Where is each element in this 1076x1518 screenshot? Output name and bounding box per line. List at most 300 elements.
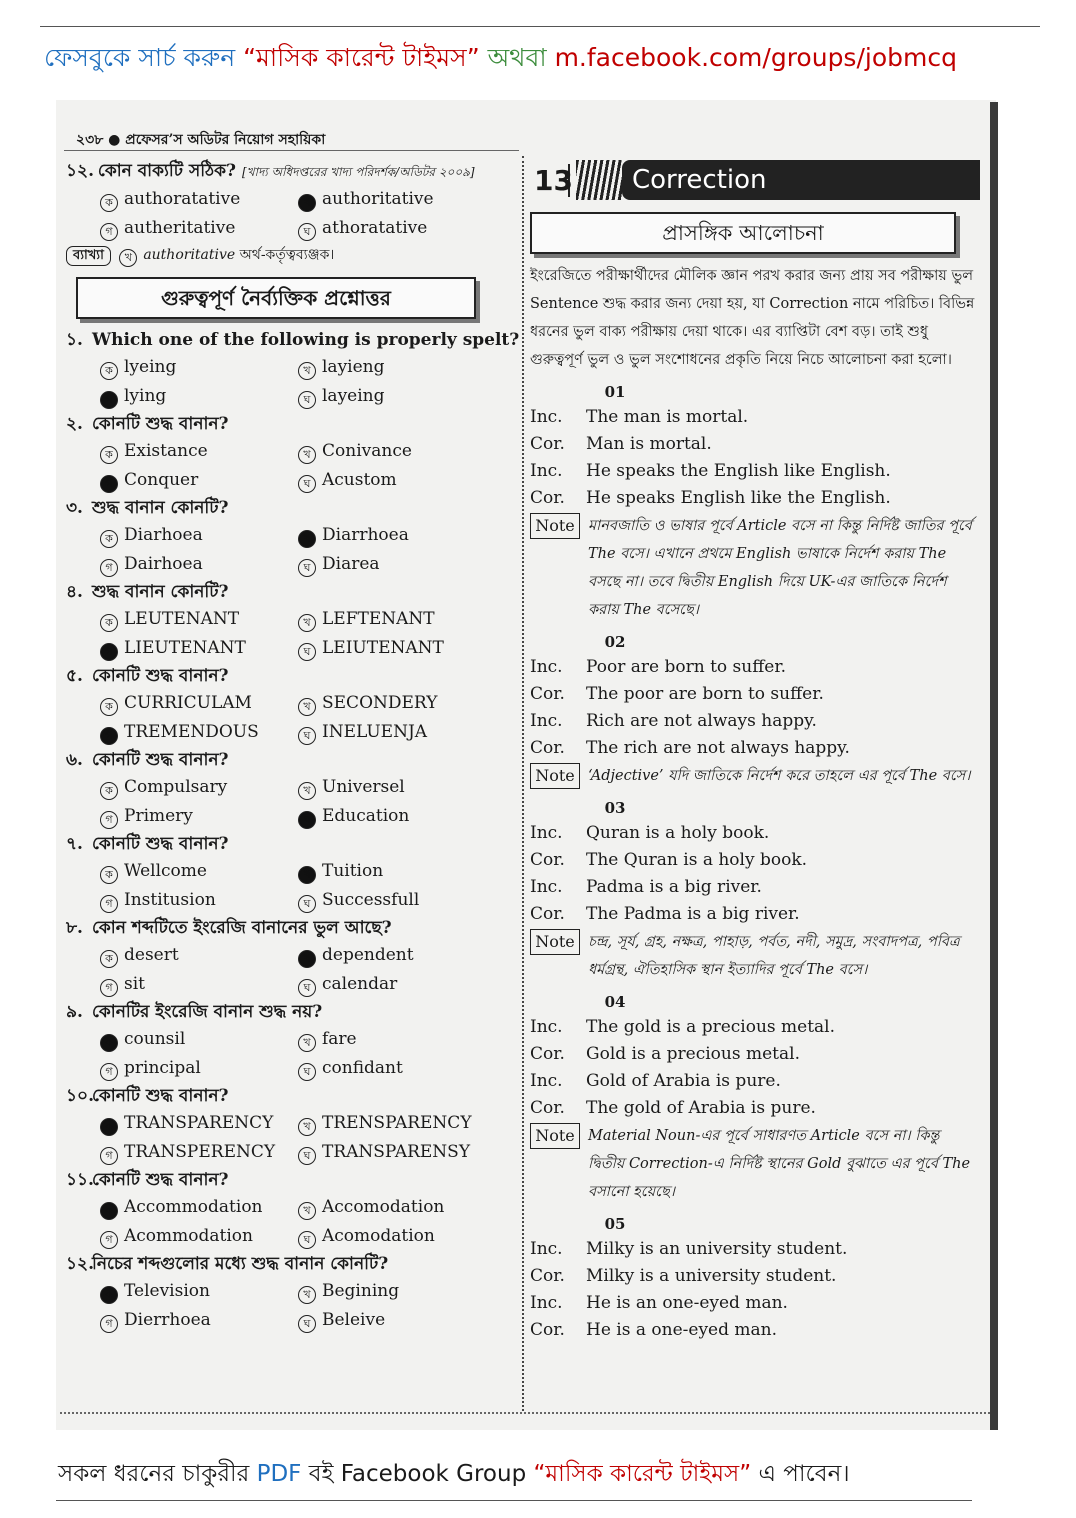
option-text: lyeing [124, 357, 177, 377]
correction-number: 01 [604, 383, 626, 401]
answer-filled-circle: গ [100, 475, 118, 493]
option-text: TRANSPERENCY [124, 1142, 276, 1162]
option-letter-circle: ঘ [298, 979, 316, 997]
answer-filled-circle: ক [100, 1118, 118, 1136]
option-letter-circle: খ [298, 362, 316, 380]
answer-filled-circle: গ [100, 727, 118, 745]
explanation-word: authoritative [143, 247, 236, 263]
correct-sentence: Man is mortal. [586, 434, 712, 454]
option[interactable] [100, 970, 298, 999]
option-text: Diarrhoea [322, 525, 409, 545]
cor-label: Cor. [530, 904, 565, 924]
option-text: Acommodation [124, 1226, 253, 1246]
question-number: ১০. [66, 1086, 95, 1106]
question-line [66, 495, 518, 521]
top-rule [40, 26, 1040, 27]
option[interactable] [298, 382, 498, 411]
option[interactable] [298, 857, 498, 886]
running-head-rule [64, 150, 519, 151]
option[interactable] [298, 605, 498, 634]
option-text: Primery [124, 806, 193, 826]
option-text: layieng [322, 357, 385, 377]
option[interactable] [298, 1222, 498, 1251]
option[interactable] [100, 382, 298, 411]
correct-sentence: The poor are born to suffer. [586, 684, 824, 704]
inc-label: Inc. [530, 877, 563, 897]
question-number: ৫. [66, 666, 83, 686]
incorrect-sentence: Milky is an university student. [586, 1239, 848, 1259]
option-letter-circle: ক [100, 950, 118, 968]
option-text: autheritative [124, 218, 236, 238]
correct-sentence: The Padma is a big river. [586, 904, 800, 924]
option-text: Accomodation [322, 1197, 445, 1217]
option[interactable] [100, 1025, 298, 1054]
option-letter-circle: গ [100, 1147, 118, 1165]
chapter-stripes [576, 160, 622, 200]
correct-row [530, 1095, 980, 1122]
footer-text-3: এ পাবেন। [758, 1461, 850, 1487]
option-letter-circle: খ [298, 698, 316, 716]
footer-group-name: “মাসিক কারেন্ট টাইমস” [533, 1461, 752, 1487]
page-edge-shadow [990, 102, 998, 1430]
option[interactable] [298, 689, 498, 718]
option-letter-circle: খ [298, 1286, 316, 1304]
option[interactable] [298, 437, 498, 466]
question-text: শুদ্ধ বানান কোনটি? [92, 582, 229, 602]
option-text: LIEUTENANT [124, 638, 246, 658]
answer-filled-circle: গ [100, 391, 118, 409]
question-source: [খাদ্য অধিদপ্তরের খাদ্য পরিদর্শক/অডিটর ২০০৯] [241, 165, 475, 179]
option[interactable] [100, 1306, 298, 1335]
cor-label: Cor. [530, 488, 565, 508]
incorrect-sentence: Padma is a big river. [586, 877, 762, 897]
option-letter-circle: গ [100, 1063, 118, 1081]
question-options [100, 521, 518, 579]
question-number: ১২. [66, 161, 95, 181]
explanation-mark: খ [119, 249, 137, 267]
option[interactable] [298, 802, 498, 831]
option-text: dependent [322, 945, 414, 965]
option[interactable] [298, 550, 498, 579]
option-text: Existance [124, 441, 208, 461]
correct-sentence: He speaks English like the English. [586, 488, 891, 508]
option-text: Television [124, 1281, 210, 1301]
option-text: Education [322, 806, 410, 826]
incorrect-row [530, 820, 980, 847]
correction-list [530, 380, 980, 1344]
option-text: fare [322, 1029, 357, 1049]
option-letter-circle: ঘ [298, 1315, 316, 1333]
question-text: Which one of the following is properly spelt? [92, 330, 520, 350]
option[interactable] [100, 634, 298, 663]
option[interactable] [298, 1138, 498, 1167]
inc-label: Inc. [530, 823, 563, 843]
question-number: ৬. [66, 750, 83, 770]
banner-group-name: “মাসিক কারেন্ট টাইমস” [243, 43, 480, 72]
question-line [66, 663, 518, 689]
question-line [66, 579, 518, 605]
option-letter-circle: ঘ [298, 475, 316, 493]
incorrect-row [530, 458, 980, 485]
left-section-title: গুরুত্বপূর্ণ নৈর্ব্যক্তিক প্রশ্নোত্তর [76, 277, 476, 319]
option-text: athoratative [322, 218, 428, 238]
question-options [100, 689, 518, 747]
question-number: ১. [66, 330, 83, 350]
option-letter-circle: ঘ [298, 1147, 316, 1165]
question-text: কোনটি শুদ্ধ বানান? [92, 1170, 229, 1190]
incorrect-sentence: Rich are not always happy. [586, 711, 817, 731]
note-label: Note [530, 929, 580, 955]
option[interactable] [298, 718, 498, 747]
option[interactable] [100, 353, 298, 382]
answer-filled-circle: খ [298, 950, 316, 968]
cor-label: Cor. [530, 738, 565, 758]
option[interactable] [100, 941, 298, 970]
option-letter-circle: খ [298, 1118, 316, 1136]
option-text: authoritative [322, 189, 434, 209]
incorrect-sentence: Quran is a holy book. [586, 823, 770, 843]
option-text: Conquer [124, 470, 199, 490]
option[interactable] [298, 185, 498, 214]
footer-text-1: সকল ধরনের চাকুরীর [58, 1461, 250, 1487]
question-options [100, 1193, 518, 1251]
question-number: ১২. [66, 1254, 95, 1274]
option-text: Acustom [322, 470, 397, 490]
option-letter-circle: ঘ [298, 1063, 316, 1081]
correct-sentence: He is a one-eyed man. [586, 1320, 778, 1340]
option[interactable] [298, 886, 498, 915]
question-text: কোনটি শুদ্ধ বানান? [92, 666, 229, 686]
correct-row [530, 1263, 980, 1290]
option[interactable] [298, 521, 498, 550]
option-letter-circle: খ [298, 614, 316, 632]
question-line [66, 327, 518, 353]
option-text: LEFTENANT [322, 609, 435, 629]
option-text: LEUTENANT [124, 609, 240, 629]
option-letter-circle: খ [298, 1202, 316, 1220]
option-letter-circle: ক [100, 614, 118, 632]
option-text: INELUENJA [322, 722, 428, 742]
note-text: চন্দ্র, সূর্য, গ্রহ, নক্ষত্র, পাহাড়, পর্বত, নদী, সমুদ্র, সংবাদপত্র, পবিত্র ধর্মগ্রন্থ, ঐতিহাসিক স্থান ইত্যাদির পূর্বে The বসে। [588, 934, 960, 978]
option-text: authoratative [124, 189, 241, 209]
option-letter-circle: গ [100, 223, 118, 241]
option[interactable] [100, 1222, 298, 1251]
correct-sentence: The Quran is a holy book. [586, 850, 808, 870]
option[interactable] [100, 437, 298, 466]
explanation [66, 243, 518, 267]
option-text: SECONDERY [322, 693, 438, 713]
answer-filled-circle: খ [298, 194, 316, 212]
option-letter-circle: গ [100, 811, 118, 829]
option-letter-circle: ক [100, 866, 118, 884]
correction-number: 05 [604, 1215, 626, 1233]
note-label: Note [530, 513, 580, 539]
note-label: Note [530, 763, 580, 789]
note-label: Note [530, 1123, 580, 1149]
note-text: Material Noun-এর পূর্বে সাধারণত Article বসে না। কিন্তু দ্বিতীয় Correction-এ নির্দিষ্ট স্থানের Gold বুঝাতে এর পূর্বে The বসানো হয়েছে। [588, 1128, 971, 1200]
note-block [530, 1122, 980, 1206]
option-text: lying [124, 386, 167, 406]
answer-filled-circle: ক [100, 1286, 118, 1304]
cor-label: Cor. [530, 1098, 565, 1118]
incorrect-sentence: He speaks the English like English. [586, 461, 891, 481]
option-letter-circle: ঘ [298, 1231, 316, 1249]
option-text: TRENSPARENCY [322, 1113, 472, 1133]
option-letter-circle: খ [298, 446, 316, 464]
option-letter-circle: ঘ [298, 391, 316, 409]
option-text: TREMENDOUS [124, 722, 259, 742]
question-text: কোনটি শুদ্ধ বানান? [92, 1086, 229, 1106]
option-letter-circle: গ [100, 1315, 118, 1333]
option[interactable] [100, 550, 298, 579]
answer-filled-circle: ঘ [298, 811, 316, 829]
chapter-title: Correction [622, 160, 980, 200]
inc-label: Inc. [530, 461, 563, 481]
correction-number: 02 [604, 633, 626, 651]
option[interactable] [100, 214, 298, 243]
correct-row [530, 847, 980, 874]
question-text: কোন শব্দটিতে ইংরেজি বানানের ভুল আছে? [92, 918, 392, 938]
option[interactable] [100, 886, 298, 915]
option[interactable] [298, 1277, 498, 1306]
option[interactable] [298, 353, 498, 382]
incorrect-row [530, 654, 980, 681]
footer-pdf: PDF [256, 1461, 302, 1487]
answer-filled-circle: খ [298, 530, 316, 548]
option-text: sit [124, 974, 145, 994]
option[interactable] [100, 1138, 298, 1167]
incorrect-row [530, 1014, 980, 1041]
incorrect-sentence: The man is mortal. [586, 407, 749, 427]
option-text: Dierrhoea [124, 1310, 211, 1330]
cor-label: Cor. [530, 1320, 565, 1340]
option-text: layeing [322, 386, 385, 406]
option-letter-circle: খ [298, 1034, 316, 1052]
answer-filled-circle: খ [298, 866, 316, 884]
option[interactable] [298, 970, 498, 999]
correct-row [530, 485, 980, 512]
cor-label: Cor. [530, 850, 565, 870]
answer-filled-circle: গ [100, 643, 118, 661]
option[interactable] [100, 773, 298, 802]
option-letter-circle: গ [100, 895, 118, 913]
option[interactable] [298, 1109, 498, 1138]
option-text: desert [124, 945, 179, 965]
question-text: কোনটি শুদ্ধ বানান? [92, 834, 229, 854]
note-text: ‘Adjective’ যদি জাতিকে নির্দেশ করে তাহলে এর পূর্বে The বসে। [588, 768, 971, 784]
correct-row [530, 735, 980, 762]
question-line [66, 1083, 518, 1109]
correct-row [530, 431, 980, 458]
question-text: কোনটি শুদ্ধ বানান? [92, 750, 229, 770]
chapter-header [530, 156, 980, 204]
option-text: Institusion [124, 890, 216, 910]
option[interactable] [100, 185, 298, 214]
correct-sentence: Gold is a precious metal. [586, 1044, 800, 1064]
question-options [100, 773, 518, 831]
option-letter-circle: গ [100, 979, 118, 997]
cor-label: Cor. [530, 1044, 565, 1064]
note-block [530, 762, 980, 790]
page-bottom-border [60, 1412, 990, 1414]
banner-search-text: ফেসবুকে সার্চ করুন [44, 43, 236, 72]
intro-paragraph: ইংরেজিতে পরীক্ষার্থীদের মৌলিক জ্ঞান পরখ করার জন্য প্রায় সব পরীক্ষায় ভুল Sentence শুদ্ধ করার জন্য দেয়া হয়, যা Correction নামে পরিচিত। বিভিন্ন ধরনের ভুল বাক্য পরীক্ষায় দেয়া থাকে। এর ব্যাপ্তিটা বেশ বড়। তাই শুধু গুরুত্বপূর্ণ ভুল ও ভুল সংশোধনের প্রকৃতি নিয়ে নিচে আলোচনা করা হলো। [530, 268, 975, 368]
question-number: ১১. [66, 1170, 94, 1190]
incorrect-row [530, 708, 980, 735]
option[interactable] [298, 1054, 498, 1083]
option-text: principal [124, 1058, 201, 1078]
option-text: Successfull [322, 890, 420, 910]
option[interactable] [100, 1277, 298, 1306]
inc-label: Inc. [530, 711, 563, 731]
option-text: CURRICULAM [124, 693, 252, 713]
incorrect-sentence: The gold is a precious metal. [586, 1017, 836, 1037]
option-letter-circle: ঘ [298, 643, 316, 661]
option[interactable] [100, 1193, 298, 1222]
option-text: Begining [322, 1281, 400, 1301]
footer-rule [56, 1500, 972, 1501]
correct-row [530, 1317, 980, 1344]
option[interactable] [298, 1025, 498, 1054]
option-text: Acomodation [322, 1226, 435, 1246]
option-text: LEIUTENANT [322, 638, 444, 658]
correct-sentence: Milky is a university student. [586, 1266, 837, 1286]
incorrect-row [530, 1236, 980, 1263]
question-number: ৯. [66, 1002, 83, 1022]
question-options [100, 1277, 518, 1335]
incorrect-sentence: Gold of Arabia is pure. [586, 1071, 781, 1091]
question-options [100, 605, 518, 663]
incorrect-row [530, 1290, 980, 1317]
option-text: calendar [322, 974, 398, 994]
question-line [66, 831, 518, 857]
option[interactable] [298, 1306, 498, 1335]
question-line [66, 1251, 518, 1277]
question-line [66, 747, 518, 773]
option[interactable] [298, 941, 498, 970]
option[interactable] [298, 214, 498, 243]
option[interactable] [100, 1109, 298, 1138]
question-text: কোনটির ইংরেজি বানান শুদ্ধ নয়? [92, 1002, 323, 1022]
option-letter-circle: ঘ [298, 895, 316, 913]
option[interactable] [298, 634, 498, 663]
incorrect-row [530, 1068, 980, 1095]
question-options [100, 1025, 518, 1083]
question-number: ৩. [66, 498, 83, 518]
option-letter-circle: ক [100, 782, 118, 800]
question-line [66, 999, 518, 1025]
option-text: TRANSPARENCY [124, 1113, 274, 1133]
question-number: ৮. [66, 918, 83, 938]
question-text: কোনটি শুদ্ধ বানান? [92, 414, 229, 434]
note-block [530, 512, 980, 624]
option-letter-circle: গ [100, 1231, 118, 1249]
correction-number: 03 [604, 799, 626, 817]
question-options [100, 353, 518, 411]
option-text: TRANSPARENSY [322, 1142, 471, 1162]
chapter-number: 13 [530, 164, 570, 197]
option-text: Tuition [322, 861, 384, 881]
option-letter-circle: ক [100, 698, 118, 716]
cor-label: Cor. [530, 1266, 565, 1286]
option[interactable] [100, 605, 298, 634]
question-line [66, 915, 518, 941]
incorrect-row [530, 874, 980, 901]
option-text: Diarea [322, 554, 380, 574]
running-head: ২৩৮ ● প্রফেসর’স অডিটর নিয়োগ সহায়িকা [76, 132, 326, 148]
answer-filled-circle: ক [100, 1034, 118, 1052]
option-text: Conivance [322, 441, 412, 461]
option[interactable] [100, 1054, 298, 1083]
note-text: মানবজাতি ও ভাষার পূর্বে Article বসে না কিন্তু নির্দিষ্ট জাতির পূর্বে The বসে। এখানে প্রথমে English ভাষাকে নির্দেশ করায় The বসছে না। তবে দ্বিতীয় English দিয়ে UK-এর জাতিকে নির্দেশ করায় The বসেছে। [588, 518, 972, 618]
option[interactable] [100, 466, 298, 495]
option-letter-circle: ক [100, 362, 118, 380]
option-text: counsil [124, 1029, 186, 1049]
question-list [66, 327, 518, 1335]
top-question-options [100, 185, 518, 243]
left-column [66, 158, 518, 1335]
option-text: Dairhoea [124, 554, 203, 574]
explanation-meaning: অর্থ-কর্তৃত্বব্যঞ্জক। [239, 247, 335, 263]
option-text: Wellcome [124, 861, 207, 881]
incorrect-sentence: He is an one-eyed man. [586, 1293, 788, 1313]
cor-label: Cor. [530, 684, 565, 704]
column-divider [522, 156, 524, 1411]
option[interactable] [298, 773, 498, 802]
option[interactable] [298, 1193, 498, 1222]
option[interactable] [100, 857, 298, 886]
option[interactable] [100, 521, 298, 550]
question-line [66, 411, 518, 437]
inc-label: Inc. [530, 407, 563, 427]
footer-text-2: বই Facebook Group [308, 1461, 527, 1487]
question-options [100, 941, 518, 999]
explanation-tag: ব্যাখ্যা [66, 246, 111, 266]
top-question-line [66, 158, 518, 185]
option[interactable] [100, 689, 298, 718]
inc-label: Inc. [530, 1239, 563, 1259]
option-text: Universel [322, 777, 405, 797]
option[interactable] [100, 718, 298, 747]
question-text: শুদ্ধ বানান কোনটি? [92, 498, 229, 518]
correct-sentence: The rich are not always happy. [586, 738, 850, 758]
answer-filled-circle: ক [100, 1202, 118, 1220]
option-letter-circle: ঘ [298, 559, 316, 577]
question-line [66, 1167, 518, 1193]
note-block [530, 928, 980, 984]
option-text: Beleive [322, 1310, 386, 1330]
option-text: Compulsary [124, 777, 228, 797]
option-letter-circle: ঘ [298, 727, 316, 745]
option[interactable] [298, 466, 498, 495]
top-banner [44, 38, 1034, 81]
inc-label: Inc. [530, 657, 563, 677]
option-text: confidant [322, 1058, 403, 1078]
option-letter-circle: খ [298, 782, 316, 800]
right-column [530, 156, 980, 1344]
option-text: Accommodation [124, 1197, 263, 1217]
banner-url[interactable]: m.facebook.com/groups/jobmcq [554, 43, 957, 72]
inc-label: Inc. [530, 1017, 563, 1037]
cor-label: Cor. [530, 434, 565, 454]
question-options [100, 857, 518, 915]
option[interactable] [100, 802, 298, 831]
inc-label: Inc. [530, 1293, 563, 1313]
question-number: ৭. [66, 834, 83, 854]
inc-label: Inc. [530, 1071, 563, 1091]
option-letter-circle: ক [100, 446, 118, 464]
option-letter-circle: ক [100, 530, 118, 548]
